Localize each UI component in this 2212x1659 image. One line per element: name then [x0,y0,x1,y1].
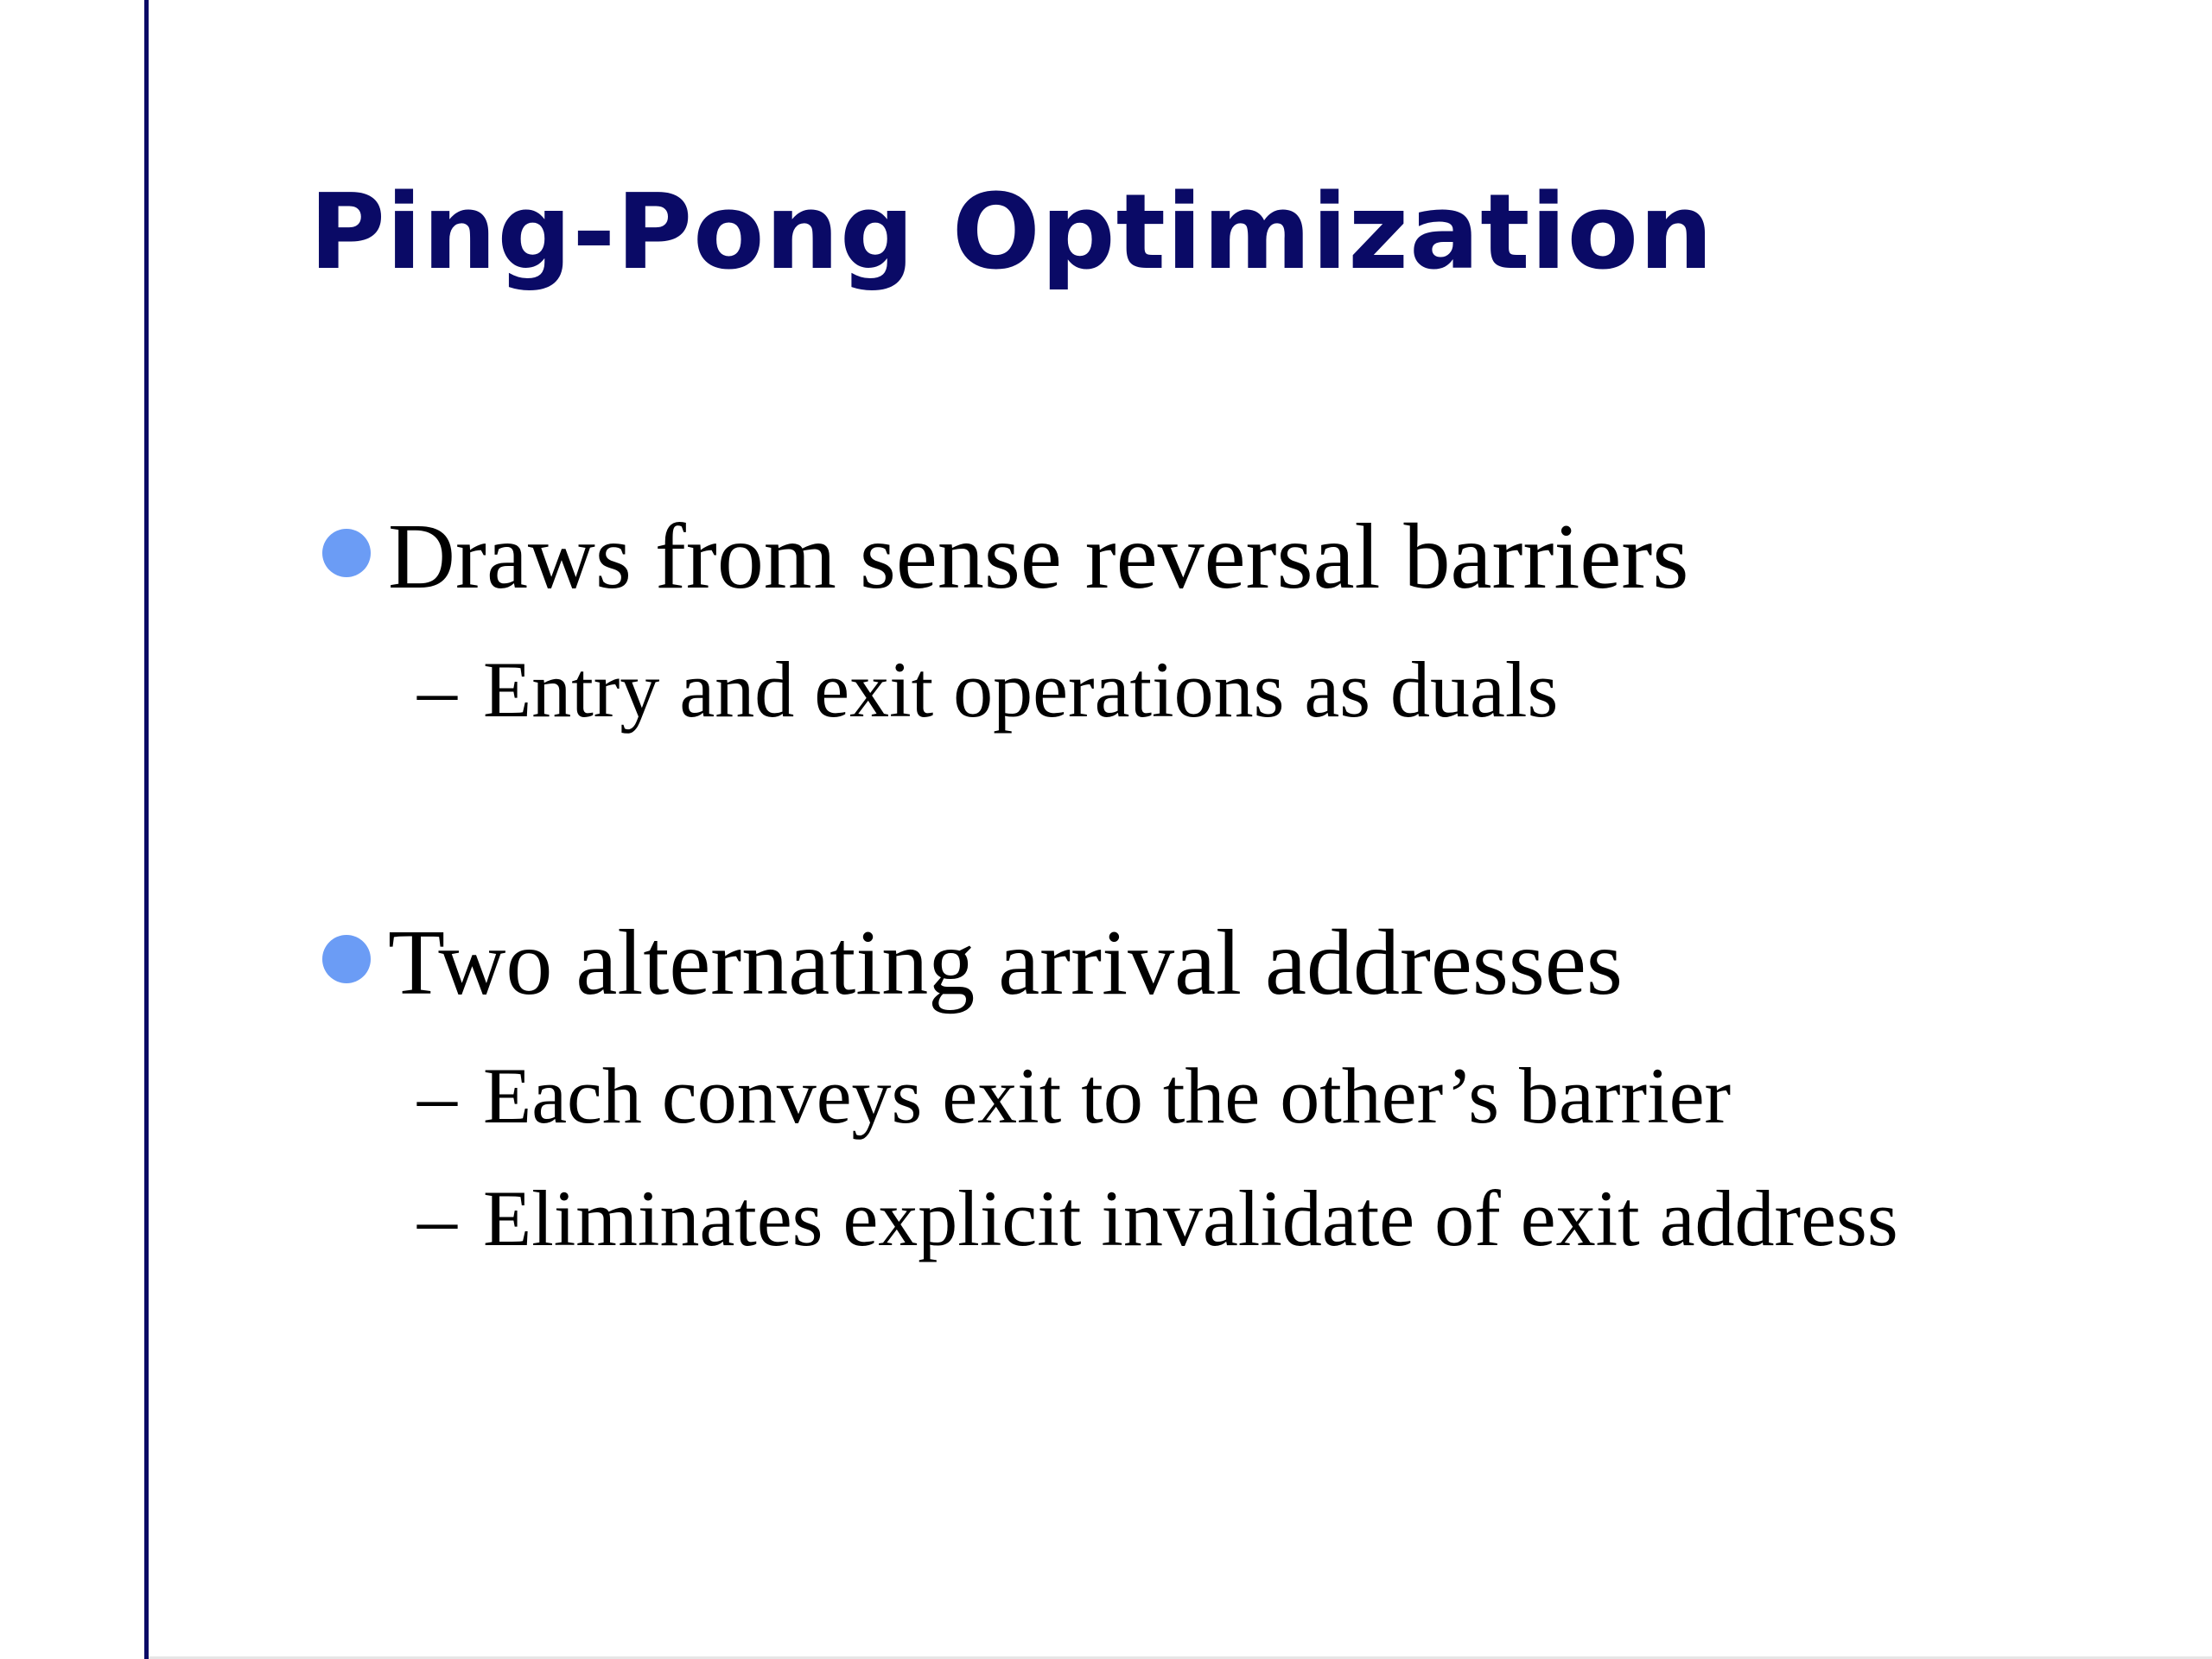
bullet-text: Two alternating arrival addresses [388,912,1623,1014]
sub-bullet-item [417,1052,1731,1139]
dash-marker: – [417,645,457,734]
dash-marker: – [417,1174,457,1262]
slide-title: Ping-Pong Optimization [309,173,1714,293]
bullet-dot-icon [322,529,371,577]
bullet-text: Draws from sense reversal barriers [388,505,1689,608]
left-accent-rule [144,0,149,1659]
sub-bullet-item [417,646,1558,733]
bullet-item [322,505,1688,609]
sub-bullet-text: Each conveys exit to the other’s barrier [483,1052,1732,1140]
sub-bullet-text: Eliminates explicit invalidate of exit address [483,1174,1898,1262]
sub-bullet-item [417,1175,1898,1262]
bullet-item [322,912,1623,1015]
bullet-dot-icon [322,935,371,983]
sub-bullet-text: Entry and exit operations as duals [483,645,1559,734]
dash-marker: – [417,1052,457,1140]
